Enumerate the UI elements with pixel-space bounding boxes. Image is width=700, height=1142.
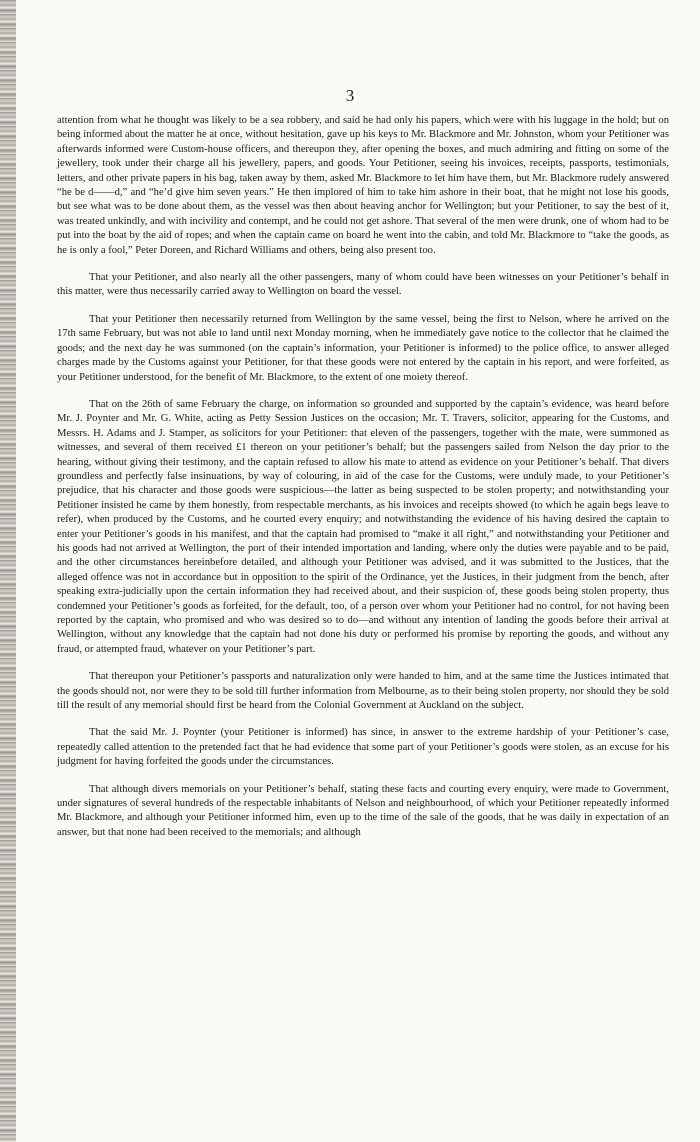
paragraph-3: That your Petitioner then necessarily returned from Wellington by the same vessel, being the first to Nelson, where he arrived on the 17th same February, but was not able to land until next Monday morning, when he immediately gave notice to the collector that he claimed the goods; and the next day he was summoned (on the captain’s information, your Petitioner is informed) to the police office, to answer alleged charges made by the Customs against your Petitioner, for that these goods were not entered by the captain in his report, and were forfeited, as your Petitioner understood, for the benefit of Mr. Blackmore, to the extent of one moiety thereof. (57, 313, 669, 383)
paragraph-7: That although divers memorials on your Petitioner’s behalf, stating these facts and courting every enquiry, were made to Government, under signatures of several hundreds of the respectable inhabitants of Nelson and neighbourhood, of which your Petitioner repeatedly informed Mr. Blackmore, and although your Petitioner informed him, even up to the time of the sale of the goods, that he was daily in expectation of an answer, but that none had been received to the memorials; and although (57, 783, 669, 838)
document-body (57, 114, 669, 840)
page-number: 3 (345, 86, 355, 105)
paragraph-1: attention from what he thought was likely to be a sea robbery, and said he had only his papers, which were with his luggage in the hold; but on being informed about the matter he at once, without hesitation, gave up his keys to Mr. Blackmore and Mr. Johnston, whom your Petitioner was afterwards informed were Custom-house officers, and thereupon they, after opening the boxes, and much admiring and fitting on some of the jewellery, took under their charge all his jewellery, papers, and goods. Your Petitioner, seeing his invoices, receipts, passports, testimonials, letters, and other private papers in his bag, taken away by them, asked Mr. Blackmore to let him have them, but Mr. Blackmore rudely answered “he be d——d,” and “he’d give him seven years.” He then implored of him to take him ashore in their boat, that he might not lose his goods, but see what was to be done about them, as the vessel was then about heaving anchor for Wellington; but your Petitioner, to say the best of it, was treated unkindly, and with incivility and contempt, and he could not get ashore. That several of the men were drunk, one of whom had to be put into the boat by the aid of ropes; and when the captain came on board he went into the cabin, and told Mr. Blackmore to “take the goods, as he is only a fool,” Peter Doreen, and Richard Williams and others, being also present too. (57, 115, 669, 256)
scanned-page-edge (0, 0, 16, 1142)
paragraph-2: That your Petitioner, and also nearly all the other passengers, many of whom could have been witnesses on your Petitioner’s behalf in this matter, were thus necessarily carried away to Wellington on board the vessel. (57, 272, 669, 298)
paragraph-4: That on the 26th of same February the charge, on information so grounded and supported by the captain’s evidence, was heard before Mr. J. Poynter and Mr. G. White, acting as Petty Session Justices on the occasion; Mr. T. Travers, solicitor, appearing for the Customs, and Messrs. H. Adams and J. Stamper, as solicitors for your Petitioner: that eleven of the passengers, together with the mate, were summoned as witnesses, and several of them received £1 thereon on your petitioner’s behalf; but the passengers sailed from Nelson the day prior to the hearing, without giving their testimony, and the captain refused to allow his mate to attend as evidence on your Petitioner’s behalf. That divers groundless and perfectly false insinuations, by way of colouring, in aid of the case for the Customs, were unduly made, to your Petitioner’s prejudice, that his character and those goods were suspicious—the latter as being suspected to be stolen property; and notwithstanding your Petitioner insisted he came by them honestly, from respectable merchants, as his invoices and receipts showed (to which he again begs leave to refer), when produced by the Customs, and he courted every enquiry; and notwithstanding the evidence of his having desired the captain to enter your Petitioner’s goods in his manifest, and that the captain had promised to “make it all right,” and notwithstanding your Petitioner and his goods had not arrived at Wellington, the port of their intended importation and landing, where only the duties were payable and to be paid, and the other circumstances hereinbefore detailed, and although your Petitioner was advised, and it was submitted to the Justices, that the alleged offence was not in accordance but in opposition to the spirit of the Ordinance, yet the Justices, in their judgment from the bench, after speaking extra-judicially upon the certain information they had received about, and their suspicion of, these goods being stolen property, thus condemned your Petitioner’s goods as forfeited, for the default, too, of a person over whom your Petitioner had no control, for not having been reported by the captain, who promised and who was desired so to do—and without any intention of landing the goods before their arrival at Wellington, without any knowledge that the captain had not done his duty or performed his promise by reporting the goods, and without any fraud, or attempted fraud, whatever on your Petitioner’s part. (57, 398, 669, 655)
paragraph-5: That thereupon your Petitioner’s passports and naturalization only were handed to him, and at the same time the Justices intimated that the goods should not, nor were they to be sold till further information from Melbourne, as to their being stolen property, nor should they be sold till the result of any memorial should first be heard from the Colonial Government at Auckland on the subject. (57, 671, 669, 712)
paragraph-6: That the said Mr. J. Poynter (your Petitioner is informed) has since, in answer to the extreme hardship of your Petitioner’s case, repeatedly called attention to the pretended fact that he had evidence that some part of your Petitioner’s goods were stolen, as an excuse for his judgment for having forfeited the goods under the circumstances. (57, 727, 669, 768)
